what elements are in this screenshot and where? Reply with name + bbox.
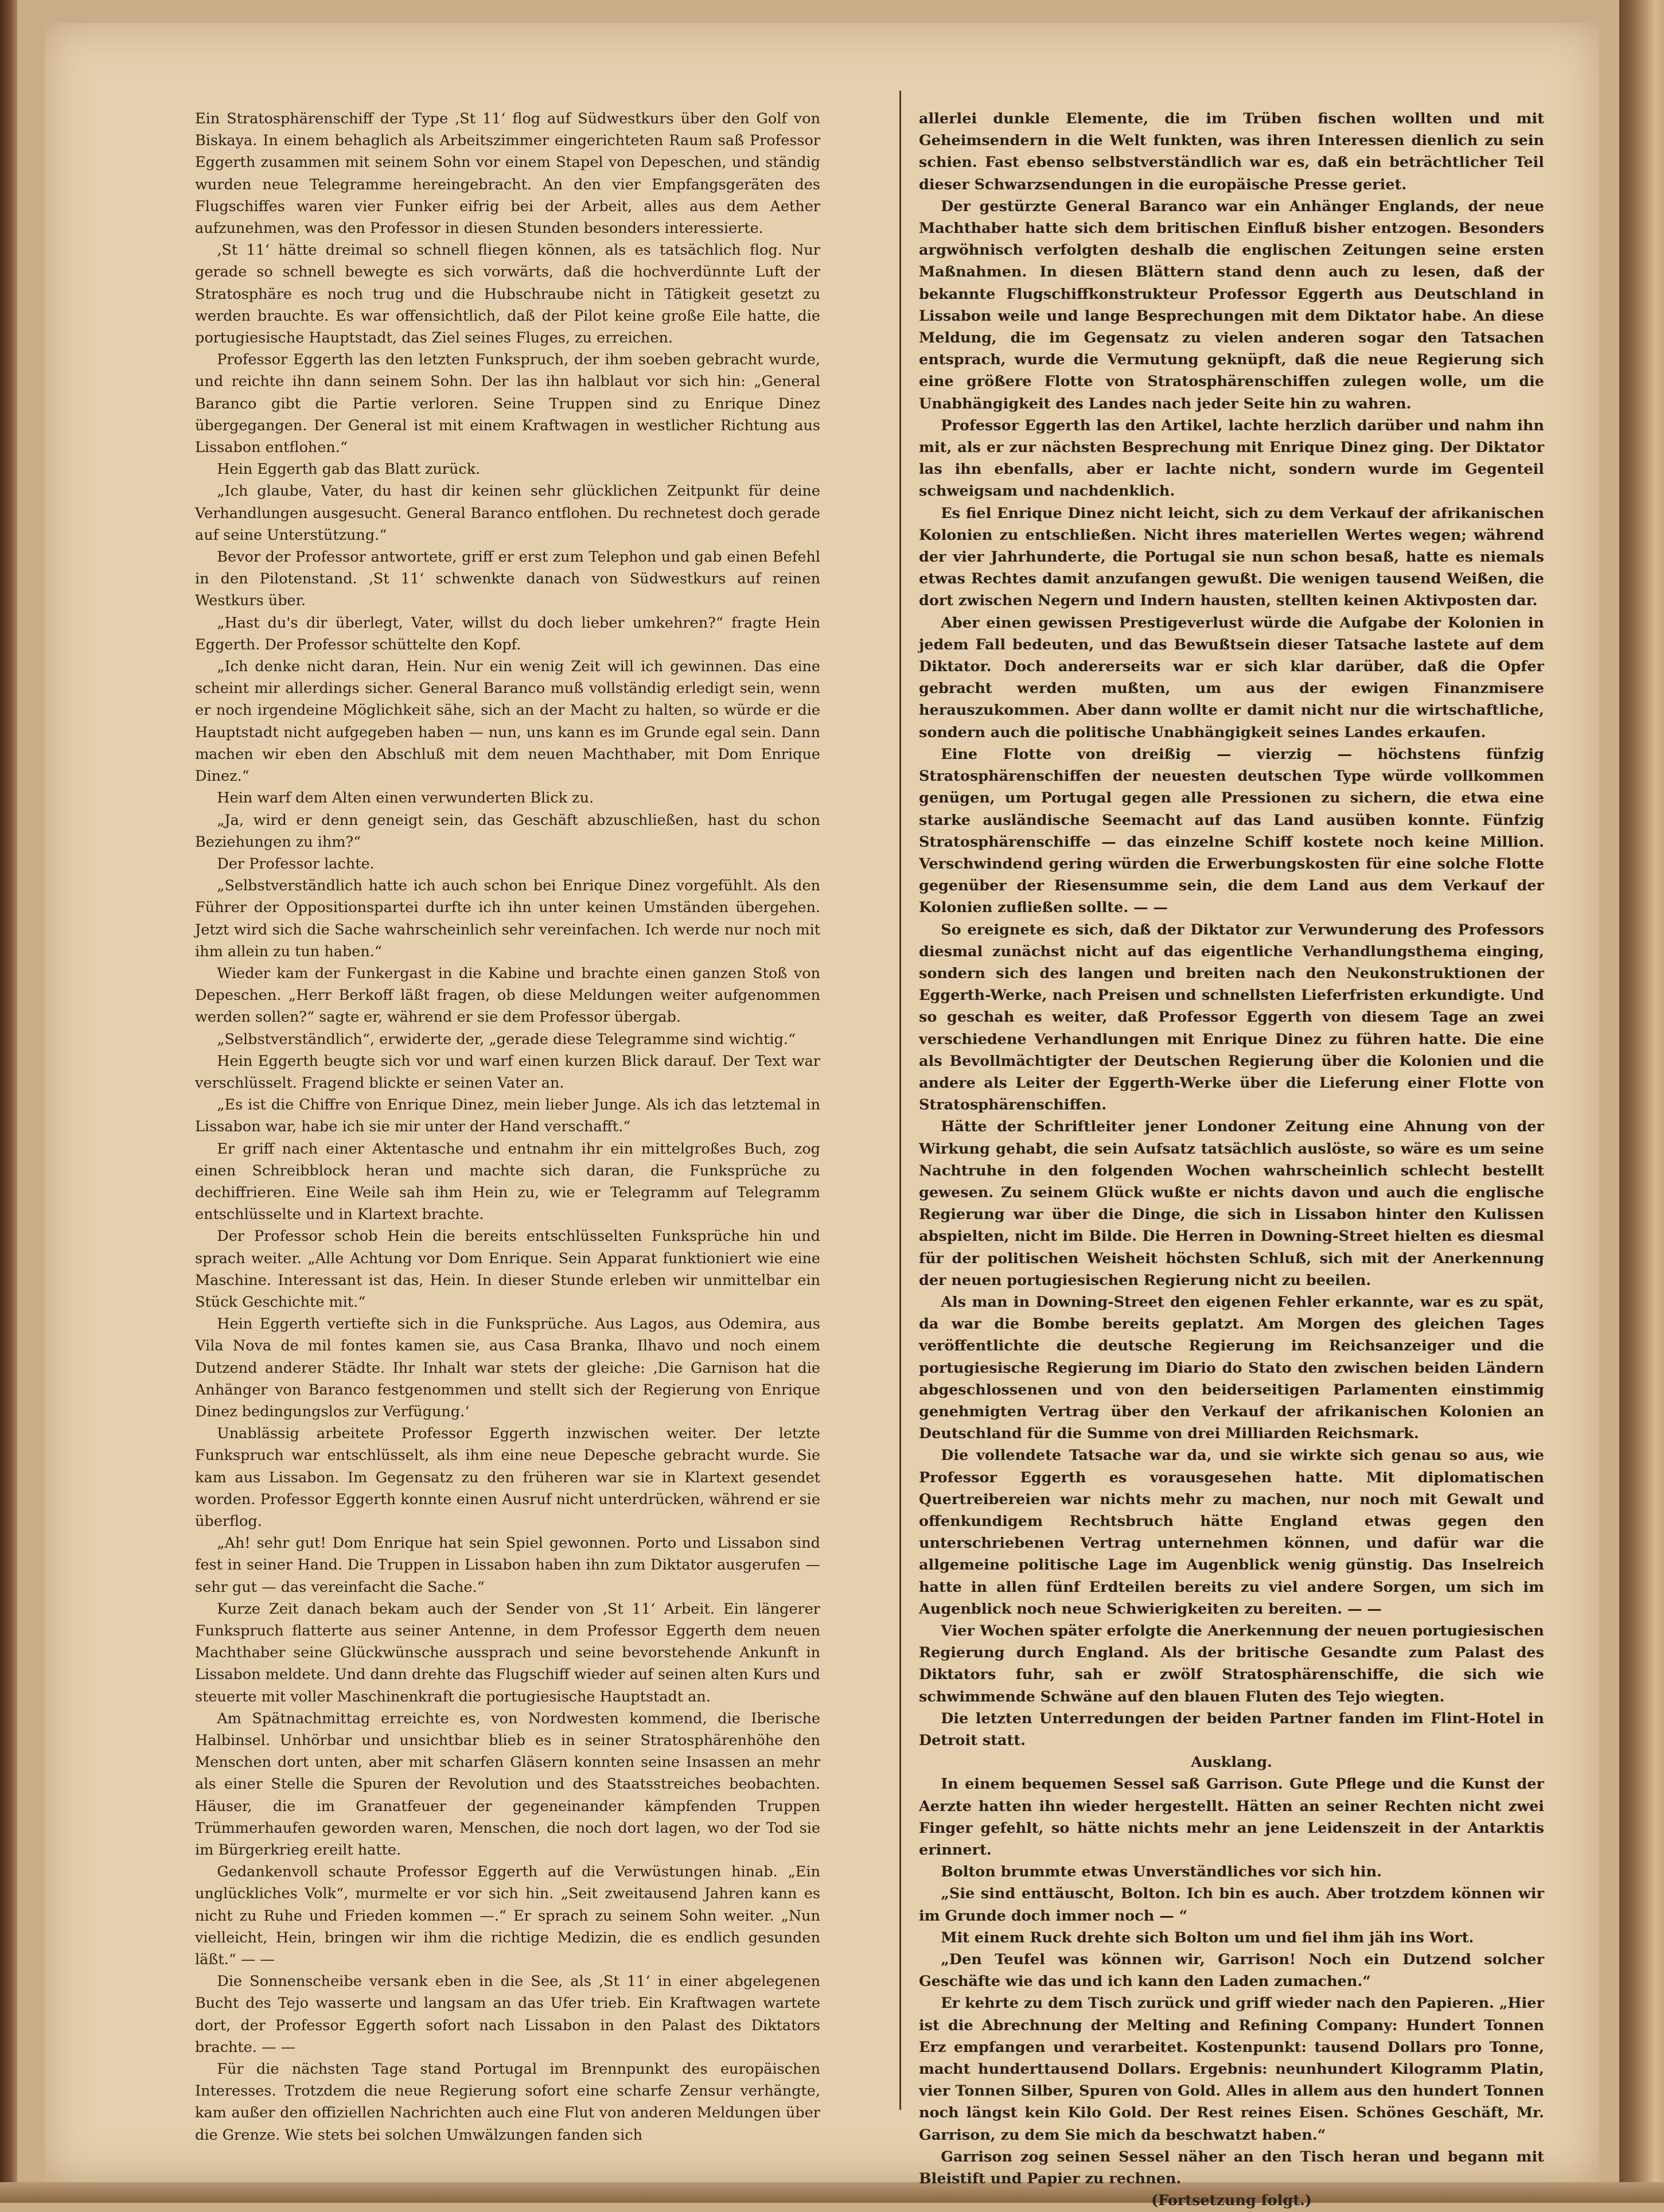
paragraph: Er griff nach einer Aktentasche und entnahm ihr ein mittelgroßes Buch, zog einen Schreibblock heran und machte sich daran, die Funksprüche zu dechiffrieren. Eine Weile sah ihm Hein zu, wie er Telegramm auf Telegramm entschlüsselte und in Klartext brachte. (195, 1140, 820, 1224)
paragraph: Die letzten Unterredungen der beiden Partner fanden im Flint-Hotel in Detroit statt. (919, 1709, 1544, 1750)
paragraph: Der gestürzte General Baranco war ein Anhänger Englands, der neue Machthaber hatte sich dem britischen Einfluß bisher entzogen. Besonders argwöhnisch verfolgten deshalb die englischen Zeitungen seine ersten Maßnahmen. In diesen Blättern stand denn auch zu lesen, daß der bekannte Flugschiffkonstrukteur Professor Eggerth aus Deutschland in Lissabon weile und lange Besprechungen mit dem Diktator habe. An diese Meldung, die im Gegensatz zu vielen anderen sogar den Tatsachen entsprach, wurde die Vermutung geknüpft, daß die neue Regierung sich eine größere Flotte von Stratosphärenschiffen zulegen wolle, um die Unabhängigkeit des Landes nach jeder Seite hin zu wahren. (919, 197, 1544, 412)
paragraph: Hein warf dem Alten einen verwunderten Blick zu. (217, 789, 594, 807)
paragraph: Bevor der Professor antwortete, griff er erst zum Telephon und gab einen Befehl in den Pilotenstand. ‚St 11‘ schwenkte danach von Südwestkurs auf reinen Westkurs über. (195, 548, 820, 610)
paragraph: Gedankenvoll schaute Professor Eggerth auf die Verwüstungen hinab. „Ein unglückliches Volk“, murmelte er vor sich hin. „Seit zweitausend Jahren kann es nicht zu Ruhe und Frieden kommen —.“ Er sprach zu seinem Sohn weiter. „Nun vielleicht, Hein, bringen wir ihm die richtige Medizin, die es endlich gesunden läßt.“ — — (195, 1863, 820, 1969)
paragraph: Eine Flotte von dreißig — vierzig — höchstens fünfzig Stratosphärenschiffen der neuesten deutschen Type würde vollkommen genügen, um Portugal gegen alle Pressionen zu sichern, die etwa eine starke ausländische Seemacht auf das Land ausüben konnte. Fünfzig Stratosphärenschiffe — das einzelne Schiff kostete noch keine Million. Verschwindend gering würden die Erwerbungskosten für eine solche Flotte gegenüber der Riesensumme sein, die dem Land aus dem Verkauf der Kolonien zufließen sollte. — — (919, 745, 1544, 917)
paragraph: Wieder kam der Funkergast in die Kabine und brachte einen ganzen Stoß von Depeschen. „Herr Berkoff läßt fragen, ob diese Meldungen weiter aufgenommen werden sollen?“ sagte er, während er sie dem Professor übergab. (195, 964, 820, 1026)
paragraph: Als man in Downing-Street den eigenen Fehler erkannte, war es zu spät, da war die Bombe bereits geplatzt. Am Morgen des gleichen Tages veröffentlichte die deutsche Regierung im Reichsanzeiger und die portugiesische Regierung im Diario do Stato den zwischen beiden Ländern abgeschlossenen und von den beiderseitigen Parlamenten einstimmig genehmigten Vertrag über den Verkauf der afrikanischen Kolonien an Deutschland für die Summe von drei Milliarden Reichsmark. (919, 1293, 1544, 1443)
right-text-column (919, 108, 1544, 2210)
paragraph: Am Spätnachmittag erreichte es, von Nordwesten kommend, die Iberische Halbinsel. Unhörbar und unsichtbar blieb es in seiner Stratosphärenhöhe den Menschen dort unten, aber mit scharfen Gläsern konnten seine Insassen an mehr als einer Stelle die Spuren der Revolution und des Staatsstreiches beobachten. Häuser, die im Granatfeuer der gegeneinander kämpfenden Truppen Trümmerhaufen geworden waren, Menschen, die noch dort lagen, wo der Tod sie im Bürgerkrieg ereilt hatte. (195, 1709, 820, 1859)
paragraph: Bolton brummte etwas Unverständliches vor sich hin. (941, 1863, 1382, 1881)
paragraph: Kurze Zeit danach bekam auch der Sender von ‚St 11‘ Arbeit. Ein längerer Funkspruch flatterte aus seiner Antenne, in dem Professor Eggerth dem neuen Machthaber seine Glückwünsche aussprach und seine bevorstehende Ankunft in Lissabon meldete. Und dann drehte das Flugschiff wieder auf seinen alten Kurs und steuerte mit voller Maschinenkraft die portugiesische Hauptstadt an. (195, 1600, 820, 1705)
paragraph: Unablässig arbeitete Professor Eggerth inzwischen weiter. Der letzte Funkspruch war entschlüsselt, als ihm eine neue Depesche gebracht wurde. Sie kam aus Lissabon. Im Gegensatz zu den früheren war sie in Klartext gesendet worden. Professor Eggerth konnte einen Ausruf nicht unterdrücken, während er sie überflog. (195, 1425, 820, 1530)
paragraph: „Ja, wird er denn geneigt sein, das Geschäft abzuschließen, hast du schon Beziehungen zu ihm?“ (195, 811, 820, 851)
paragraph: ‚St 11‘ hätte dreimal so schnell fliegen können, als es tatsächlich flog. Nur gerade so schnell bewegte es sich vorwärts, daß die hochverdünnte Luft der Stratosphäre es noch trug und die Hubschraube nicht in Tätigkeit gesetzt zu werden brauchte. Es war offensichtlich, daß der Pilot keine große Eile hatte, die portugiesische Hauptstadt, das Ziel seines Fluges, zu erreichen. (195, 242, 820, 347)
paragraph: Hein Eggerth vertiefte sich in die Funksprüche. Aus Lagos, aus Odemira, aus Vila Nova de mil fontes kamen sie, aus Casa Branka, Ilhavo und noch einem Dutzend anderer Städte. Ihr Inhalt war stets der gleiche: ‚Die Garnison hat die Anhänger von Baranco festgenommen und stellt sich der Regierung von Enrique Dinez bedingungslos zur Verfügung.‘ (195, 1315, 820, 1420)
paragraph: Ein Stratosphärenschiff der Type ‚St 11‘ flog auf Südwestkurs über den Golf von Biskaya. In einem behaglich als Arbeitszimmer eingerichteten Raum saß Professor Eggerth zusammen mit seinem Sohn vor einem Stapel von Depeschen, und ständig wurden neue Telegramme hereingebracht. An den vier Empfangsgeräten des Flugschiffes waren vier Funker eifrig bei der Arbeit, alles aus dem Aether aufzunehmen, was den Professor in diesen Stunden besonders interessierte. (195, 110, 820, 237)
paragraph: Professor Eggerth las den Artikel, lachte herzlich darüber und nahm ihn mit, als er zur nächsten Besprechung mit Enrique Dinez ging. Der Diktator las ihn ebenfalls, aber er lachte nicht, sondern wurde im Gegenteil schweigsam und nachdenklich. (919, 416, 1544, 500)
paragraph: allerlei dunkle Elemente, die im Trüben fischen wollten und mit Geheimsendern in die Welt funkten, was ihren Interessen dienlich zu sein schien. Fast ebenso selbstverständlich war es, daß ein beträchtlicher Teil dieser Schwarzsendungen in die europäische Presse geriet. (919, 110, 1544, 193)
paragraph: Es fiel Enrique Dinez nicht leicht, sich zu dem Verkauf der afrikanischen Kolonien zu entschließen. Nicht ihres materiellen Wertes wegen; während der vier Jahrhunderte, die Portugal sie nun schon besaß, hatte es niemals etwas Rechtes damit anzufangen gewußt. Die wenigen tausend Weißen, die dort zwischen Negern und Indern hausten, stellten keinen Aktivposten dar. (919, 504, 1544, 610)
paragraph: Die vollendete Tatsache war da, und sie wirkte sich genau so aus, wie Professor Eggerth es vorausgesehen hatte. Mit diplomatischen Quertreibereien war nichts mehr zu machen, nur noch mit Gewalt und offenkundigem Rechtsbruch hätte England etwas gegen den unterschriebenen Vertrag unternehmen können, und dafür war die allgemeine politische Lage im Augenblick wenig günstig. Das Inselreich hatte in allen fünf Erdteilen bereits zu viel andere Sorgen, um sich im Augenblick noch neue Schwierigkeiten zu bereiten. — — (919, 1447, 1544, 1618)
book-spine (0, 0, 17, 2203)
column-divider (899, 91, 901, 2110)
continued-note: (Fortsetzung folgt.) (1151, 2192, 1312, 2210)
book-page-edges (1619, 0, 1664, 2203)
paragraph: „Selbstverständlich hatte ich auch schon bei Enrique Dinez vorgefühlt. Als den Führer der Oppositionspartei durfte ich ihn unter keinen Umständen übergehen. Jetzt wird sich die Sache wahrscheinlich sehr vereinfachen. Ich werde nur noch mit ihm allein zu tun haben.“ (195, 877, 820, 960)
paragraph: „Ich glaube, Vater, du hast dir keinen sehr glücklichen Zeitpunkt für deine Verhandlungen ausgesucht. General Baranco entflohen. Du rechnetest doch gerade auf seine Unterstützung.“ (195, 482, 820, 544)
paragraph: „Hast du's dir überlegt, Vater, willst du doch lieber umkehren?“ fragte Hein Eggerth. Der Professor schüttelte den Kopf. (195, 614, 820, 653)
section-heading: Ausklang. (1191, 1754, 1272, 1771)
paragraph: „Sie sind enttäuscht, Bolton. Ich bin es auch. Aber trotzdem können wir im Grunde doch immer noch — “ (919, 1885, 1544, 1925)
paragraph: Er kehrte zu dem Tisch zurück und griff wieder nach den Papieren. „Hier ist die Abrechnung der Melting and Refining Company: Hundert Tonnen Erz empfangen und verarbeitet. Kostenpunkt: tausend Dollars pro Tonne, macht hunderttausend Dollars. Ergebnis: neunhundert Kilogramm Platin, vier Tonnen Silber, Spuren von Gold. Alles in allem aus den hundert Tonnen noch längst kein Kilo Gold. Der Rest reines Eisen. Schönes Geschäft, Mr. Garrison, zu dem Sie mich da beschwatzt haben.“ (919, 1995, 1544, 2144)
paragraph: Der Professor schob Hein die bereits entschlüsselten Funksprüche hin und sprach weiter. „Alle Achtung vor Dom Enrique. Sein Apparat funktioniert wie eine Maschine. Interessant ist das, Hein. In dieser Stunde erleben wir unmittelbar ein Stück Geschichte mit.“ (195, 1228, 820, 1311)
paragraph: „Selbstverständlich“, erwiderte der, „gerade diese Telegramme sind wichtig.“ (217, 1030, 796, 1048)
paragraph: „Es ist die Chiffre von Enrique Dinez, mein lieber Junge. Als ich das letztemal in Lissabon war, habe ich sie mir unter der Hand verschafft.“ (195, 1096, 820, 1136)
paragraph: Hein Eggerth beugte sich vor und warf einen kurzen Blick darauf. Der Text war verschlüsselt. Fragend blickte er seinen Vater an. (195, 1052, 820, 1092)
paragraph: Die Sonnenscheibe versank eben in die See, als ‚St 11‘ in einer abgelegenen Bucht des Tejo wasserte und langsam an das Ufer trieb. Ein Kraftwagen wartete dort, der Professor Eggerth sofort nach Lissabon in den Palast des Diktators brachte. — — (195, 1973, 820, 2056)
paragraph: Für die nächsten Tage stand Portugal im Brennpunkt des europäischen Interesses. Trotzdem die neue Regierung sofort eine scharfe Zensur verhängte, kam außer den offiziellen Nachrichten auch eine Flut von anderen Meldungen über die Grenze. Wie stets bei solchen Umwälzungen fanden sich (195, 2061, 820, 2144)
left-text-column (195, 108, 820, 2144)
paragraph: Hätte der Schriftleiter jener Londoner Zeitung eine Ahnung von der Wirkung gehabt, die sein Aufsatz tatsächlich auslöste, so wäre es um seine Nachtruhe in den folgenden Wochen wahrscheinlich schlecht bestellt gewesen. Zu seinem Glück wußte er nichts davon und auch die englische Regierung war über die Dinge, die sich in Lissabon hinter den Kulissen abspielten, nicht im Bilde. Die Herren in Downing-Street hielten es diesmal für der politischen Weisheit höchsten Schluß, sich mit der Anerkennung der neuen portugiesischen Regierung nicht zu beeilen. (919, 1118, 1544, 1289)
paragraph: Aber einen gewissen Prestigeverlust würde die Aufgabe der Kolonien in jedem Fall bedeuten, und das Bewußtsein dieser Tatsache lastete auf dem Diktator. Doch andererseits war er sich klar darüber, daß die Opfer gebracht werden mußten, um aus der ewigen Finanzmisere herauszukommen. Aber dann wollte er damit nicht nur die wirtschaftliche, sondern auch die politische Unabhängigkeit seines Landes erkaufen. (919, 614, 1544, 741)
paragraph: Professor Eggerth las den letzten Funkspruch, der ihm soeben gebracht wurde, und reichte ihn dann seinem Sohn. Der las ihn halblaut vor sich hin: „General Baranco gibt die Partie verloren. Seine Truppen sind zu Enrique Dinez übergegangen. Der General ist mit einem Kraftwagen in westlicher Richtung aus Lissabon entflohen.“ (195, 351, 820, 457)
paragraph: „Ah! sehr gut! Dom Enrique hat sein Spiel gewonnen. Porto und Lissabon sind fest in seiner Hand. Die Truppen in Lissabon haben ihn zum Diktator ausgerufen — sehr gut — das vereinfacht die Sache.“ (195, 1535, 820, 1596)
paragraph: Der Professor lachte. (217, 855, 375, 873)
paragraph: So ereignete es sich, daß der Diktator zur Verwunderung des Professors diesmal zunächst nicht auf das eigentliche Verhandlungsthema einging, sondern sich des langen und breiten nach den Neukonstruktionen der Eggerth-Werke, nach Preisen und schnellsten Lieferfristen erkundigte. Und so geschah es weiter, daß Professor Eggerth von diesem Tage an zwei verschiedene Verhandlungen mit Enrique Dinez zu führen hatte. Die eine als Bevollmächtigter der Deutschen Regierung über die Kolonien und die andere als Leiter der Eggerth-Werke über die Lieferung einer Flotte von Stratosphärenschiffen. (919, 921, 1544, 1114)
paragraph: „Ich denke nicht daran, Hein. Nur ein wenig Zeit will ich gewinnen. Das eine scheint mir allerdings sicher. General Baranco muß vollständig erledigt sein, wenn er noch irgendeine Möglichkeit sähe, sich an der Macht zu halten, so würde er die Hauptstadt nicht aufgegeben haben — nun, uns kann es im Grunde egal sein. Dann machen wir eben den Abschluß mit dem neuen Machthaber, mit Dom Enrique Dinez.“ (195, 658, 820, 785)
paragraph: Mit einem Ruck drehte sich Bolton um und fiel ihm jäh ins Wort. (941, 1929, 1474, 1946)
paragraph: Garrison zog seinen Sessel näher an den Tisch heran und begann mit Bleistift und Papier zu rechnen. (919, 2148, 1544, 2188)
paragraph: Hein Eggerth gab das Blatt zurück. (217, 461, 481, 478)
paragraph: Vier Wochen später erfolgte die Anerkennung der neuen portugiesischen Regierung durch England. Als der britische Gesandte zum Palast des Diktators fuhr, sah er zwölf Stratosphärenschiffe, die sich wie schwimmende Schwäne auf den blauen Fluten des Tejo wiegten. (919, 1622, 1544, 1705)
paragraph: In einem bequemen Sessel saß Garrison. Gute Pflege und die Kunst der Aerzte hatten ihn wieder hergestellt. Hätten an seiner Rechten nicht zwei Finger gefehlt, so hätte nichts mehr an jene Leidenszeit in der Antarktis erinnert. (919, 1775, 1544, 1859)
paragraph: „Den Teufel was können wir, Garrison! Noch ein Dutzend solcher Geschäfte wie das und ich kann den Laden zumachen.“ (919, 1951, 1544, 1991)
